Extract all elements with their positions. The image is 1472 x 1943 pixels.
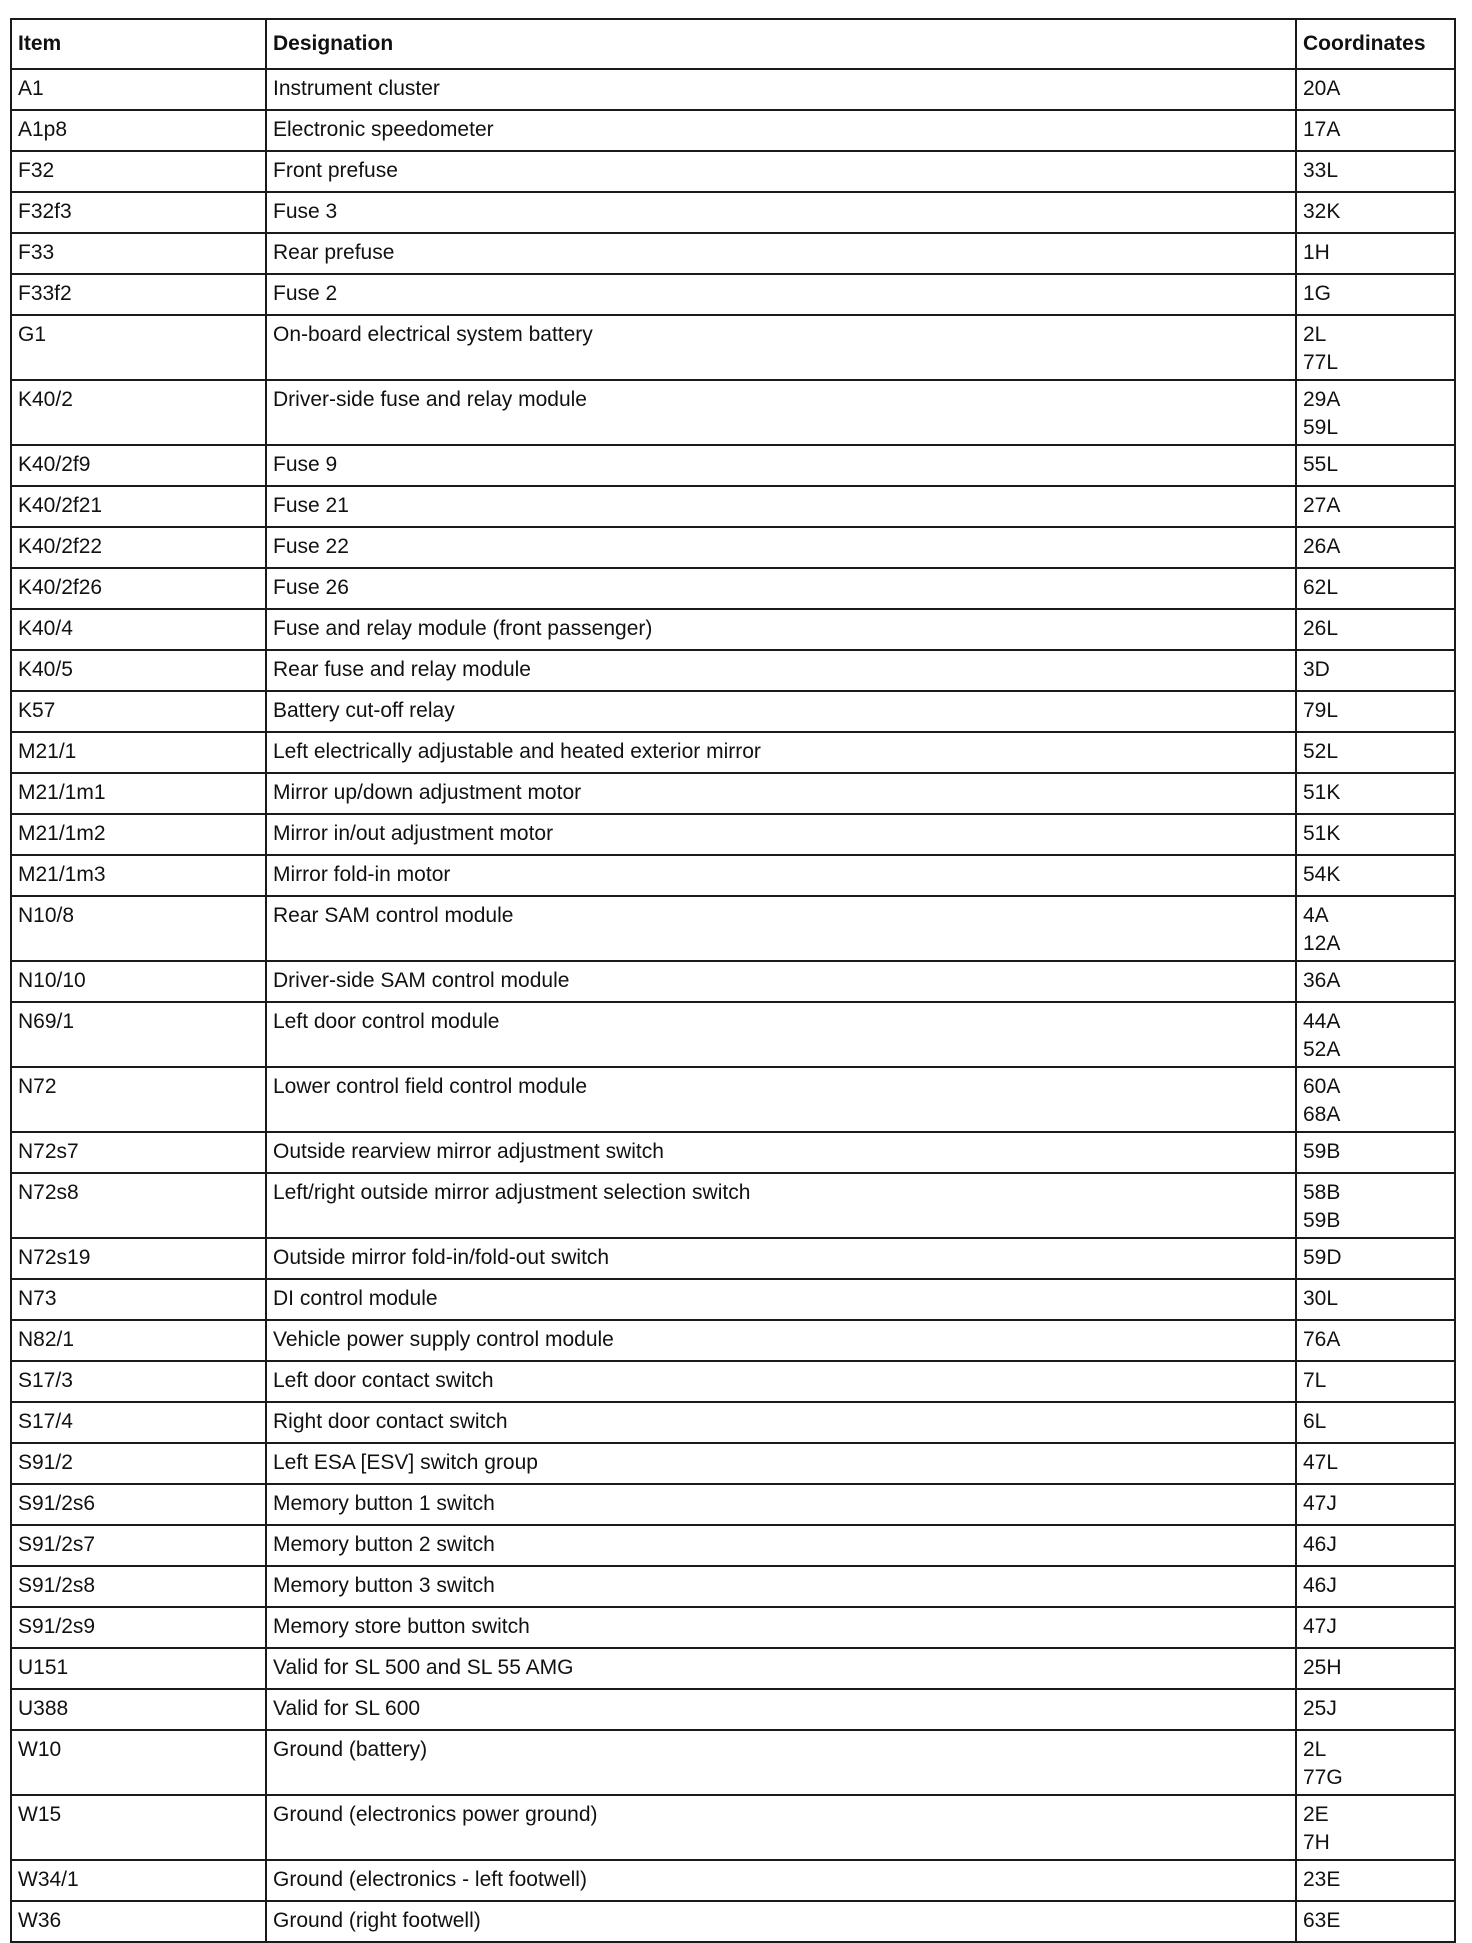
item-cell: N10/10 — [11, 961, 266, 1002]
table-row — [11, 773, 1455, 814]
coordinates-cell — [1296, 773, 1455, 814]
designation-cell: Ground (electronics power ground) — [266, 1795, 1296, 1860]
table-row — [11, 1566, 1455, 1607]
coordinates-cell — [1296, 732, 1455, 773]
coordinate-value: 6L — [1303, 1410, 1327, 1433]
header-row — [11, 19, 1455, 69]
table-row — [11, 1901, 1455, 1942]
coordinate-value: 33L — [1303, 159, 1339, 182]
table-row — [11, 961, 1455, 1002]
coordinate-value: 68A — [1303, 1103, 1341, 1126]
designation-cell: Ground (battery) — [266, 1730, 1296, 1795]
table-row — [11, 1648, 1455, 1689]
item-cell: N10/8 — [11, 896, 266, 961]
item-cell: K40/4 — [11, 609, 266, 650]
table-row — [11, 1860, 1455, 1901]
table-row — [11, 233, 1455, 274]
coordinate-value: 62L — [1303, 576, 1339, 599]
coordinate-value: 59B — [1303, 1140, 1341, 1163]
header-designation: Designation — [266, 19, 1296, 69]
designation-cell: Outside mirror fold-in/fold-out switch — [266, 1238, 1296, 1279]
coordinate-value: 20A — [1303, 77, 1341, 100]
coordinates-cell — [1296, 1443, 1455, 1484]
coordinates-cell — [1296, 1901, 1455, 1942]
coordinate-value: 47L — [1303, 1451, 1339, 1474]
coordinates-cell — [1296, 1566, 1455, 1607]
header-coordinates: Coordinates — [1296, 19, 1455, 69]
designation-cell: Rear fuse and relay module — [266, 650, 1296, 691]
item-cell: K40/2f26 — [11, 568, 266, 609]
coordinate-value: 3D — [1303, 658, 1330, 681]
coordinate-value: 77G — [1303, 1766, 1343, 1789]
coordinate-value: 1G — [1303, 282, 1332, 305]
item-cell: S91/2 — [11, 1443, 266, 1484]
table-row — [11, 1238, 1455, 1279]
coordinate-value: 58B — [1303, 1181, 1341, 1204]
designation-cell: On-board electrical system battery — [266, 315, 1296, 380]
table-row — [11, 1402, 1455, 1443]
item-cell: F33 — [11, 233, 266, 274]
item-cell: S91/2s8 — [11, 1566, 266, 1607]
designation-cell: Memory store button switch — [266, 1607, 1296, 1648]
designation-cell: Fuse 2 — [266, 274, 1296, 315]
coordinates-cell — [1296, 151, 1455, 192]
coordinates-cell — [1296, 691, 1455, 732]
table-row — [11, 151, 1455, 192]
table-row — [11, 192, 1455, 233]
coordinates-cell — [1296, 1320, 1455, 1361]
item-cell: S91/2s6 — [11, 1484, 266, 1525]
coordinate-value: 2L — [1303, 1738, 1327, 1761]
table-row — [11, 1361, 1455, 1402]
coordinate-value: 47J — [1303, 1492, 1337, 1515]
table-row — [11, 527, 1455, 568]
coordinate-value: 23E — [1303, 1868, 1341, 1891]
designation-cell: Driver-side SAM control module — [266, 961, 1296, 1002]
item-cell: S17/3 — [11, 1361, 266, 1402]
item-cell: M21/1m1 — [11, 773, 266, 814]
item-cell: M21/1 — [11, 732, 266, 773]
table-header — [11, 19, 1455, 69]
coordinates-cell — [1296, 896, 1455, 961]
item-cell: K40/5 — [11, 650, 266, 691]
coordinates-cell — [1296, 192, 1455, 233]
coordinate-value: 63E — [1303, 1909, 1341, 1932]
designation-cell: Mirror fold-in motor — [266, 855, 1296, 896]
table-row — [11, 609, 1455, 650]
coordinates-cell — [1296, 1402, 1455, 1443]
coordinates-cell — [1296, 1607, 1455, 1648]
item-cell: W15 — [11, 1795, 266, 1860]
designation-cell: Fuse 26 — [266, 568, 1296, 609]
table-row — [11, 1443, 1455, 1484]
coordinate-value: 26A — [1303, 535, 1341, 558]
item-cell: M21/1m2 — [11, 814, 266, 855]
coordinate-value: 17A — [1303, 118, 1341, 141]
coordinate-value: 54K — [1303, 863, 1341, 886]
coordinate-value: 51K — [1303, 781, 1341, 804]
coordinate-value: 1H — [1303, 241, 1330, 264]
coordinate-value: 27A — [1303, 494, 1341, 517]
designation-cell: Memory button 1 switch — [266, 1484, 1296, 1525]
coordinate-value: 59L — [1303, 416, 1339, 439]
designation-cell: Rear prefuse — [266, 233, 1296, 274]
coordinate-value: 26L — [1303, 617, 1339, 640]
designation-cell: Fuse and relay module (front passenger) — [266, 609, 1296, 650]
item-cell: N72s19 — [11, 1238, 266, 1279]
item-cell: N72s7 — [11, 1132, 266, 1173]
coordinate-value: 25H — [1303, 1656, 1342, 1679]
coordinates-cell — [1296, 1067, 1455, 1132]
designation-cell: Driver-side fuse and relay module — [266, 380, 1296, 445]
coordinates-cell — [1296, 1860, 1455, 1901]
coordinates-cell — [1296, 650, 1455, 691]
designation-cell: Fuse 9 — [266, 445, 1296, 486]
coordinates-cell — [1296, 1484, 1455, 1525]
table-body — [11, 69, 1455, 1942]
designation-cell: Ground (electronics - left footwell) — [266, 1860, 1296, 1901]
coordinate-value: 59B — [1303, 1209, 1341, 1232]
coordinates-cell — [1296, 1361, 1455, 1402]
coordinate-value: 12A — [1303, 932, 1341, 955]
item-cell: F32 — [11, 151, 266, 192]
item-cell: N72s8 — [11, 1173, 266, 1238]
item-cell: K57 — [11, 691, 266, 732]
component-legend-table — [10, 18, 1456, 1943]
item-cell: W34/1 — [11, 1860, 266, 1901]
item-cell: S91/2s9 — [11, 1607, 266, 1648]
coordinates-cell — [1296, 1689, 1455, 1730]
table-row — [11, 1002, 1455, 1067]
coordinate-value: 30L — [1303, 1287, 1339, 1310]
coordinate-value: 59D — [1303, 1246, 1342, 1269]
designation-cell: Memory button 2 switch — [266, 1525, 1296, 1566]
table-row — [11, 315, 1455, 380]
coordinate-value: 7L — [1303, 1369, 1327, 1392]
item-cell: N82/1 — [11, 1320, 266, 1361]
designation-cell: Battery cut-off relay — [266, 691, 1296, 732]
item-cell: N72 — [11, 1067, 266, 1132]
coordinates-cell — [1296, 1238, 1455, 1279]
table-row — [11, 1607, 1455, 1648]
table-row — [11, 1795, 1455, 1860]
designation-cell: Memory button 3 switch — [266, 1566, 1296, 1607]
designation-cell: Instrument cluster — [266, 69, 1296, 110]
coordinates-cell — [1296, 1525, 1455, 1566]
coordinate-value: 2L — [1303, 323, 1327, 346]
item-cell: W36 — [11, 1901, 266, 1942]
table-row — [11, 69, 1455, 110]
coordinate-value: 44A — [1303, 1010, 1341, 1033]
designation-cell: Electronic speedometer — [266, 110, 1296, 151]
table-row — [11, 1279, 1455, 1320]
table-row — [11, 380, 1455, 445]
coordinate-value: 29A — [1303, 388, 1341, 411]
item-cell: F33f2 — [11, 274, 266, 315]
coordinate-value: 76A — [1303, 1328, 1341, 1351]
designation-cell: Fuse 3 — [266, 192, 1296, 233]
designation-cell: Rear SAM control module — [266, 896, 1296, 961]
coordinate-value: 51K — [1303, 822, 1341, 845]
designation-cell: Front prefuse — [266, 151, 1296, 192]
table-row — [11, 814, 1455, 855]
designation-cell: Right door contact switch — [266, 1402, 1296, 1443]
coordinate-value: 46J — [1303, 1574, 1337, 1597]
coordinate-value: 46J — [1303, 1533, 1337, 1556]
item-cell: F32f3 — [11, 192, 266, 233]
item-cell: A1p8 — [11, 110, 266, 151]
item-cell: K40/2f22 — [11, 527, 266, 568]
coordinate-value: 4A — [1303, 904, 1329, 927]
coordinates-cell — [1296, 380, 1455, 445]
item-cell: K40/2f21 — [11, 486, 266, 527]
table-row — [11, 1173, 1455, 1238]
coordinates-cell — [1296, 961, 1455, 1002]
item-cell: A1 — [11, 69, 266, 110]
coordinates-cell — [1296, 1132, 1455, 1173]
table-row — [11, 1067, 1455, 1132]
header-item: Item — [11, 19, 266, 69]
coordinates-cell — [1296, 445, 1455, 486]
designation-cell: Ground (right footwell) — [266, 1901, 1296, 1942]
designation-cell: Outside rearview mirror adjustment switch — [266, 1132, 1296, 1173]
designation-cell: Lower control field control module — [266, 1067, 1296, 1132]
designation-cell: Left door control module — [266, 1002, 1296, 1067]
coordinates-cell — [1296, 315, 1455, 380]
table-row — [11, 568, 1455, 609]
designation-cell: Vehicle power supply control module — [266, 1320, 1296, 1361]
designation-cell: Mirror up/down adjustment motor — [266, 773, 1296, 814]
designation-cell: Valid for SL 600 — [266, 1689, 1296, 1730]
coordinate-value: 55L — [1303, 453, 1339, 476]
coordinates-cell — [1296, 1648, 1455, 1689]
table-row — [11, 1132, 1455, 1173]
coordinates-cell — [1296, 1173, 1455, 1238]
item-cell: M21/1m3 — [11, 855, 266, 896]
designation-cell: Valid for SL 500 and SL 55 AMG — [266, 1648, 1296, 1689]
coordinate-value: 60A — [1303, 1075, 1341, 1098]
coordinates-cell — [1296, 1002, 1455, 1067]
coordinates-cell — [1296, 855, 1455, 896]
coordinates-cell — [1296, 1795, 1455, 1860]
table-row — [11, 896, 1455, 961]
coordinates-cell — [1296, 274, 1455, 315]
coordinate-value: 52L — [1303, 740, 1339, 763]
item-cell: N69/1 — [11, 1002, 266, 1067]
designation-cell: Left door contact switch — [266, 1361, 1296, 1402]
coordinates-cell — [1296, 69, 1455, 110]
coordinate-value: 52A — [1303, 1038, 1341, 1061]
table-row — [11, 445, 1455, 486]
table-row — [11, 855, 1455, 896]
table-row — [11, 486, 1455, 527]
coordinate-value: 2E — [1303, 1803, 1329, 1826]
coordinate-value: 79L — [1303, 699, 1339, 722]
coordinates-cell — [1296, 233, 1455, 274]
table-row — [11, 1730, 1455, 1795]
coordinates-cell — [1296, 527, 1455, 568]
designation-cell: Left electrically adjustable and heated exterior mirror — [266, 732, 1296, 773]
table-row — [11, 691, 1455, 732]
designation-cell: DI control module — [266, 1279, 1296, 1320]
item-cell: S91/2s7 — [11, 1525, 266, 1566]
coordinate-value: 77L — [1303, 351, 1339, 374]
item-cell: U388 — [11, 1689, 266, 1730]
item-cell: S17/4 — [11, 1402, 266, 1443]
designation-cell: Mirror in/out adjustment motor — [266, 814, 1296, 855]
item-cell: N73 — [11, 1279, 266, 1320]
coordinate-value: 25J — [1303, 1697, 1337, 1720]
item-cell: K40/2 — [11, 380, 266, 445]
item-cell: W10 — [11, 1730, 266, 1795]
table-row — [11, 110, 1455, 151]
item-cell: U151 — [11, 1648, 266, 1689]
coordinates-cell — [1296, 486, 1455, 527]
coordinates-cell — [1296, 1279, 1455, 1320]
coordinates-cell — [1296, 609, 1455, 650]
item-cell: G1 — [11, 315, 266, 380]
table-row — [11, 274, 1455, 315]
coordinates-cell — [1296, 568, 1455, 609]
coordinates-cell — [1296, 110, 1455, 151]
coordinates-cell — [1296, 1730, 1455, 1795]
designation-cell: Left ESA [ESV] switch group — [266, 1443, 1296, 1484]
coordinate-value: 32K — [1303, 200, 1341, 223]
table-row — [11, 650, 1455, 691]
table-row — [11, 1689, 1455, 1730]
coordinate-value: 36A — [1303, 969, 1341, 992]
item-cell: K40/2f9 — [11, 445, 266, 486]
coordinate-value: 47J — [1303, 1615, 1337, 1638]
designation-cell: Left/right outside mirror adjustment selection switch — [266, 1173, 1296, 1238]
table-row — [11, 732, 1455, 773]
table-row — [11, 1484, 1455, 1525]
designation-cell: Fuse 22 — [266, 527, 1296, 568]
coordinates-cell — [1296, 814, 1455, 855]
table-row — [11, 1320, 1455, 1361]
designation-cell: Fuse 21 — [266, 486, 1296, 527]
table-row — [11, 1525, 1455, 1566]
coordinate-value: 7H — [1303, 1831, 1330, 1854]
